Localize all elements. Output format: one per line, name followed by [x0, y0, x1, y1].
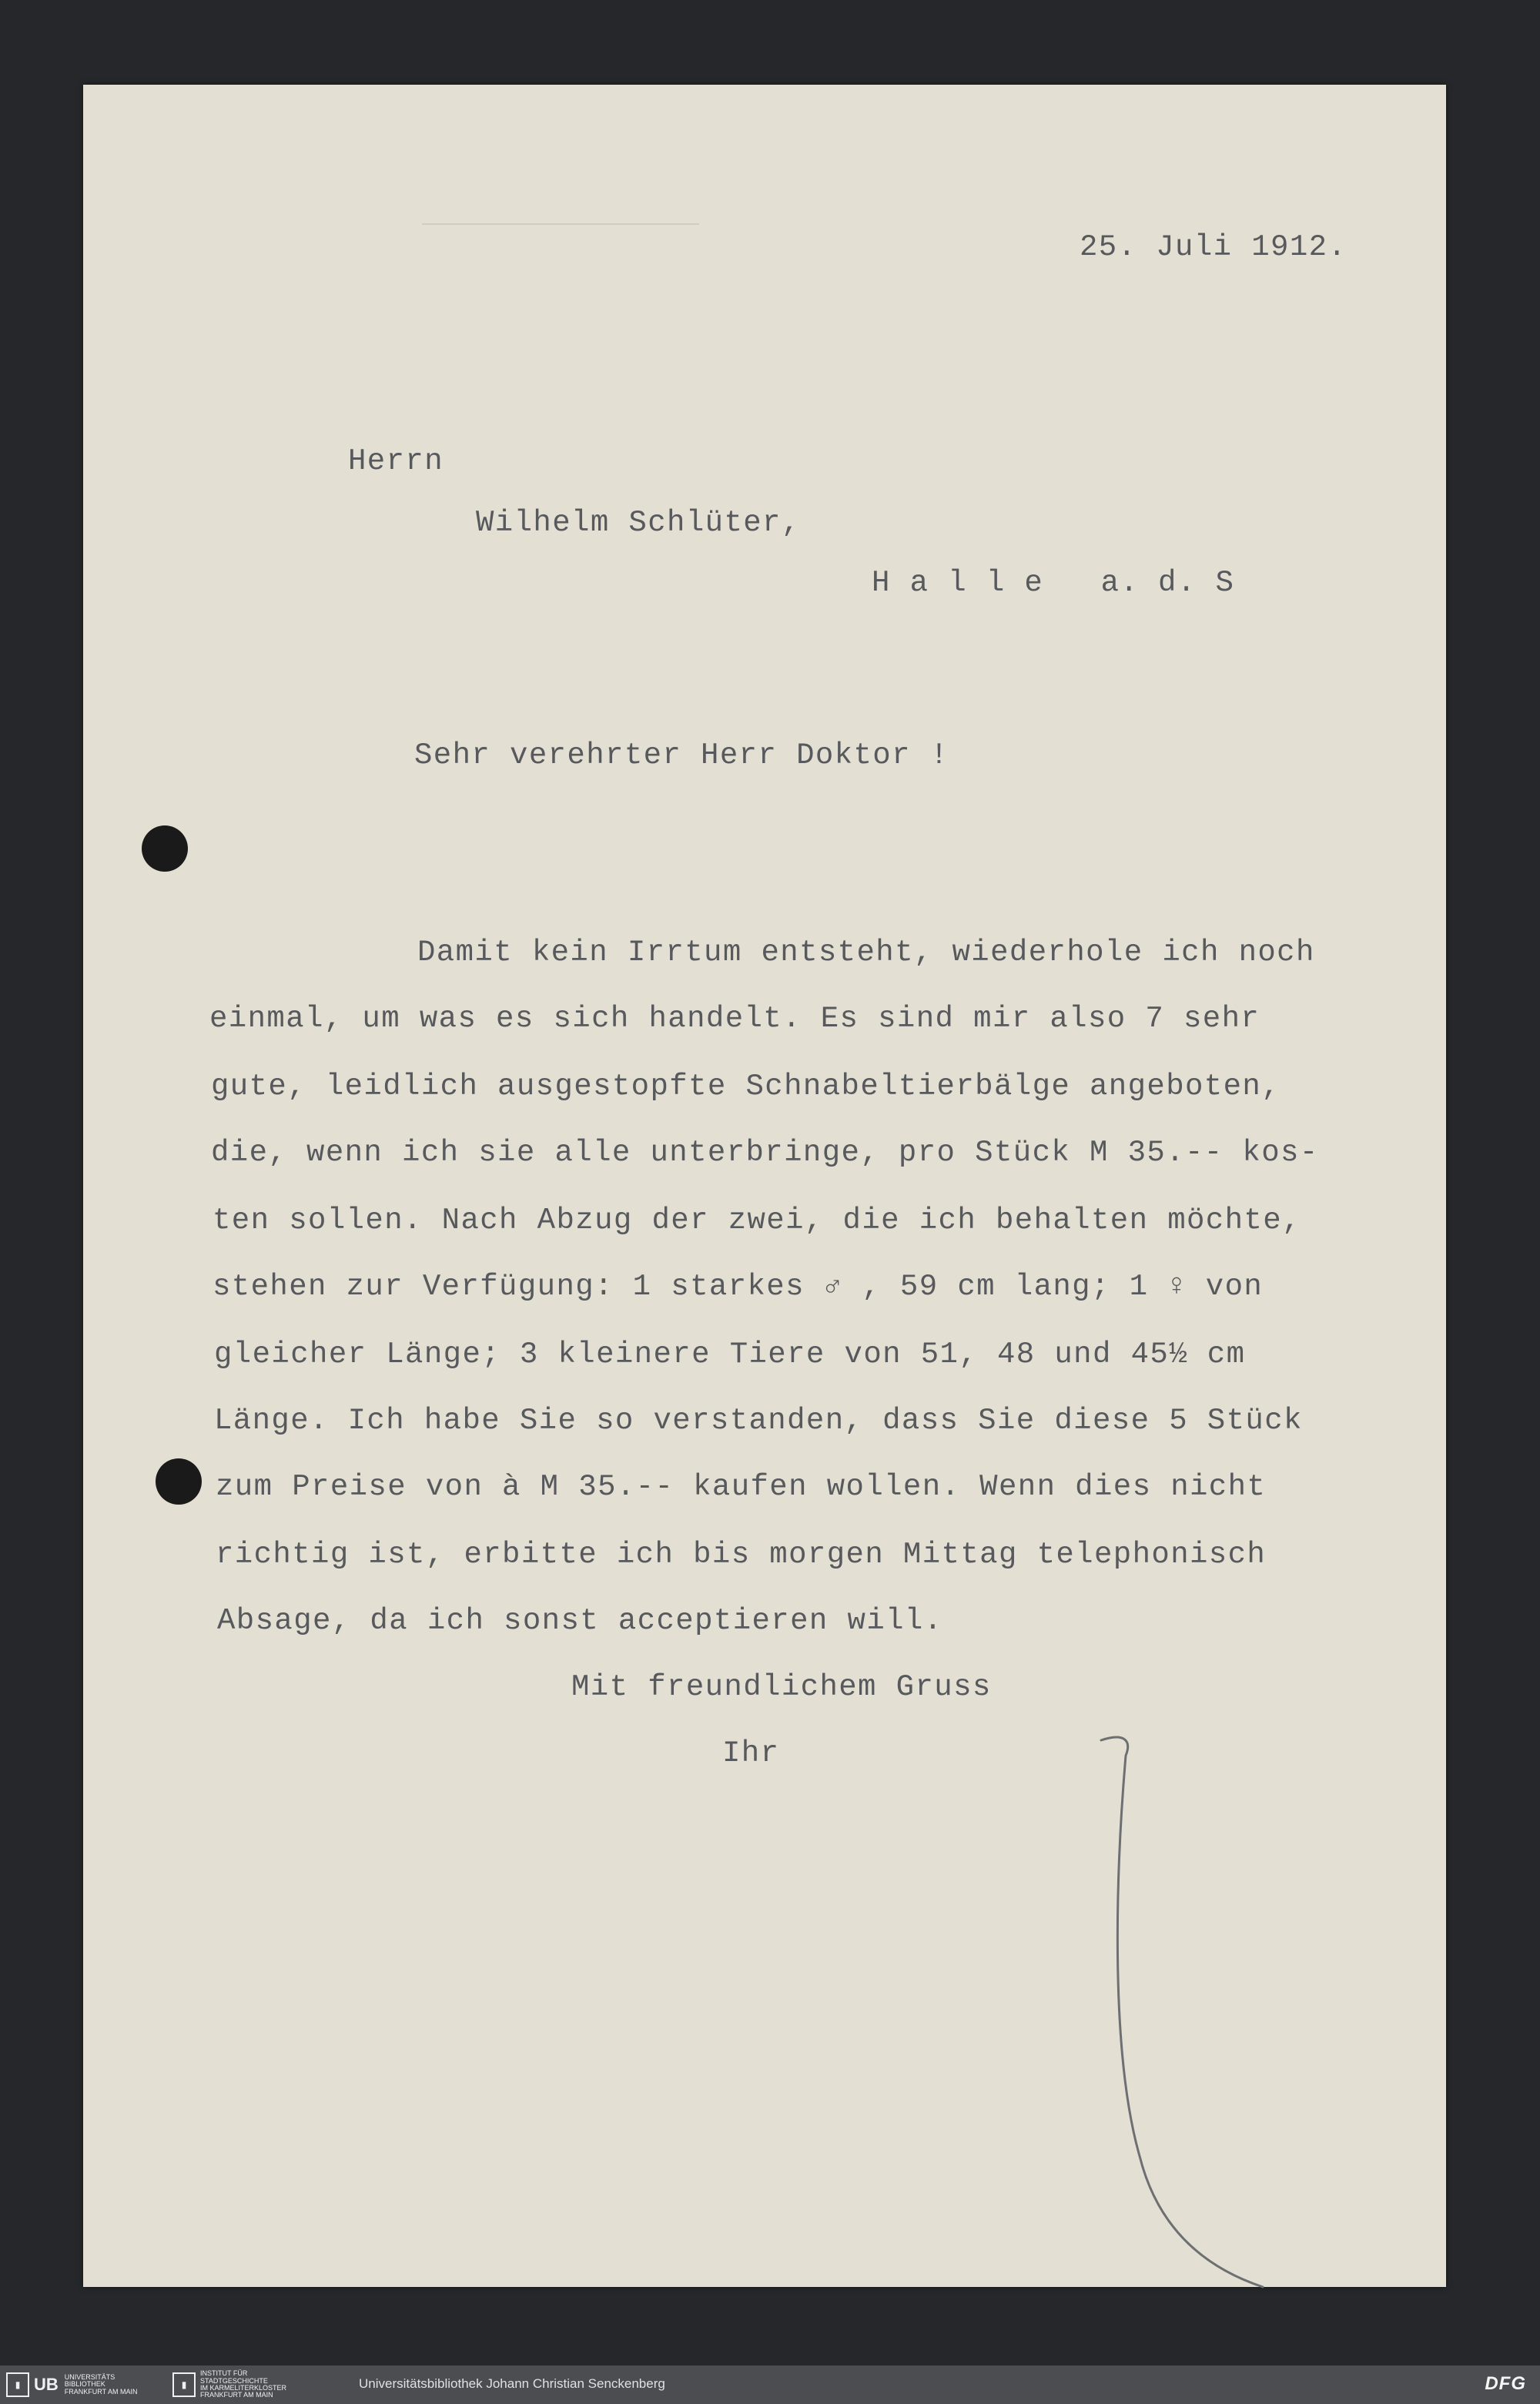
institute-shield-icon: ▮	[172, 2372, 196, 2397]
closing-sign: Ihr	[722, 1736, 780, 1770]
recipient-name: Wilhelm Schlüter,	[476, 506, 801, 540]
dfg-logo: DFG	[1485, 2373, 1526, 2394]
body-line: zum Preise von à M 35.-- kaufen wollen. Wenn dies nicht	[216, 1470, 1267, 1504]
faint-paper-mark	[422, 223, 699, 225]
ub-short: UB	[34, 2375, 59, 2394]
institute-label: INSTITUT FÜR STADTGESCHICHTE IM KARMELITERKLOSTER FRANKFURT AM MAIN	[200, 2369, 287, 2399]
letter-date: 25. Juli 1912.	[1080, 230, 1348, 264]
body-line: gute, leidlich ausgestopfte Schnabeltierbälge angeboten,	[211, 1070, 1281, 1103]
body-line: stehen zur Verfügung: 1 starkes ♂ , 59 cm lang; 1 ♀ von	[213, 1270, 1264, 1304]
archive-footer	[0, 2365, 1540, 2404]
closing: Mit freundlichem Gruss	[571, 1670, 992, 1704]
salutation-line: Herrn	[348, 444, 444, 478]
institute-logo	[172, 2369, 287, 2399]
body-line: Absage, da ich sonst acceptieren will.	[217, 1604, 943, 1638]
punch-hole-bottom	[156, 1458, 202, 1505]
library-caption: Universitätsbibliothek Johann Christian Senckenberg	[359, 2376, 665, 2391]
body-line: Damit kein Irrtum entsteht, wiederhole ich noch	[417, 936, 1315, 969]
ub-logo	[6, 2373, 137, 2396]
punch-hole-top	[142, 825, 188, 872]
recipient-city: H a l l e a. d. S	[872, 566, 1235, 600]
handwritten-stroke	[1078, 1725, 1309, 2295]
ub-label: UNIVERSITÄTS BIBLIOTHEK FRANKFURT AM MAIN	[64, 2372, 138, 2396]
body-line: Länge. Ich habe Sie so verstanden, dass Sie diese 5 Stück	[214, 1404, 1303, 1438]
body-line: einmal, um was es sich handelt. Es sind mir also 7 sehr	[209, 1002, 1260, 1036]
body-line: gleicher Länge; 3 kleinere Tiere von 51, 48 und 45½ cm	[214, 1338, 1246, 1371]
body-line: die, wenn ich sie alle unterbringe, pro Stück M 35.-- kos-	[211, 1136, 1319, 1170]
body-line: richtig ist, erbitte ich bis morgen Mittag telephonisch	[216, 1538, 1267, 1572]
ub-shield-icon: ▮	[6, 2372, 29, 2397]
body-line: ten sollen. Nach Abzug der zwei, die ich behalten möchte,	[213, 1204, 1301, 1237]
greeting: Sehr verehrter Herr Doktor !	[414, 738, 949, 772]
